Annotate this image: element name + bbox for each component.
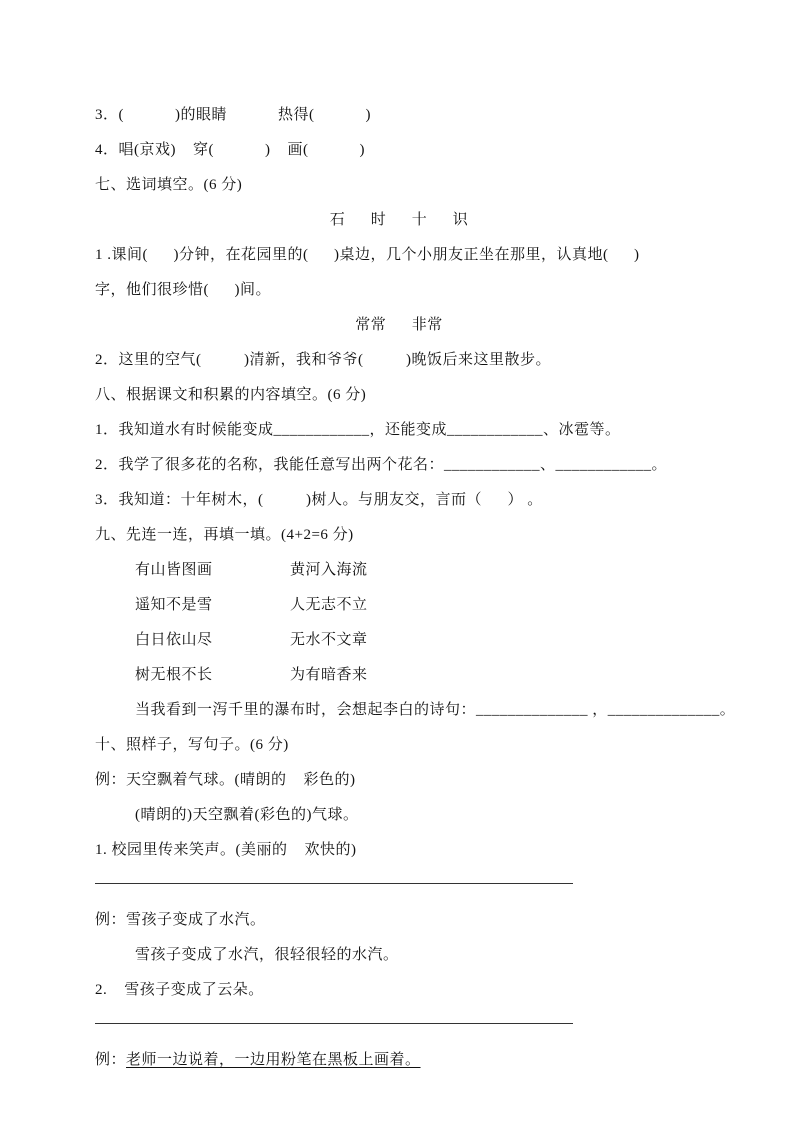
answer-rule-1 [95,866,753,901]
section-7-wordbank-1: 石 时 十 识 [329,212,469,228]
section-9-pair-4 [95,656,753,691]
section-10-example-1b: (晴朗的)天空飘着(彩色的)气球。 [135,807,359,823]
section-10-example-3 [95,1041,753,1076]
section-9-pair-4-left: 树无根不长 [135,667,213,683]
section-10-example-3-segment-2: 老师一边说着，一边用粉笔在黑板上画着。 [126,1052,421,1068]
section-9-pair-3 [95,621,753,656]
section-9-pair-4-right: 为有暗香来 [290,667,368,683]
section-7-wordbank-2: 常常 非常 [355,317,443,333]
section-8-title: 八、根据课文和积累的内容填空。(6 分) [95,387,367,403]
answer-rule-1-line [95,883,573,884]
section-10-title: 十、照样子，写句子。(6 分) [95,737,289,753]
section-9-pair-3-right: 无水不文章 [290,632,368,648]
question-6-3: 3．( )的眼睛 热得( ) [95,107,371,123]
section-9-title: 九、先连一连，再填一填。(4+2=6 分) [95,527,354,543]
section-9-pair-2-right: 人无志不立 [290,597,368,613]
section-10-example-2b: 雪孩子变成了水汽，很轻很轻的水汽。 [135,947,399,963]
section-7-q1-line1: 1 .课间( )分钟，在花园里的( )桌边，几个小朋友正坐在那里，认真地( ) [95,247,640,263]
section-7-q2: 2．这里的空气( )清新，我和爷爷( )晚饭后来这里散步。 [95,352,551,368]
section-7-title: 七、选词填空。(6 分) [95,177,243,193]
section-10-example-1a: 例：天空飘着气球。(晴朗的 彩色的) [95,772,356,788]
section-7-q1-line2: 字，他们很珍惜( )间。 [95,282,271,298]
section-10-example-2a: 例：雪孩子变成了水汽。 [95,912,266,928]
answer-rule-2 [95,1006,753,1041]
section-9-pair-1 [95,551,753,586]
section-9-pair-1-left: 有山皆图画 [135,562,213,578]
answer-rule-2-line [95,1023,573,1024]
section-8-q1: 1．我知道水有时候能变成____________，还能变成____________、冰雹等。 [95,422,621,438]
section-8-q3: 3．我知道：十年树木，( )树人。与朋友交，言而（ ） 。 [95,492,543,508]
section-9-fill: 当我看到一泻千里的瀑布时，会想起李白的诗句：______________ ，______________。 [135,702,736,718]
section-9-pair-1-right: 黄河入海流 [290,562,368,578]
section-10-q2: 2. 雪孩子变成了云朵。 [95,982,264,998]
question-6-4: 4．唱(京戏) 穿( ) 画( ) [95,142,365,158]
section-9-pair-2-left: 遥知不是雪 [135,597,213,613]
section-10-example-3-segment-1: 例： [95,1052,127,1068]
section-10-q1: 1. 校园里传来笑声。(美丽的 欢快的) [95,842,357,858]
section-9-pair-3-left: 白日依山尽 [135,632,213,648]
section-9-pair-2 [95,586,753,621]
section-8-q2: 2．我学了很多花的名称，我能任意写出两个花名：____________、____________。 [95,457,668,473]
